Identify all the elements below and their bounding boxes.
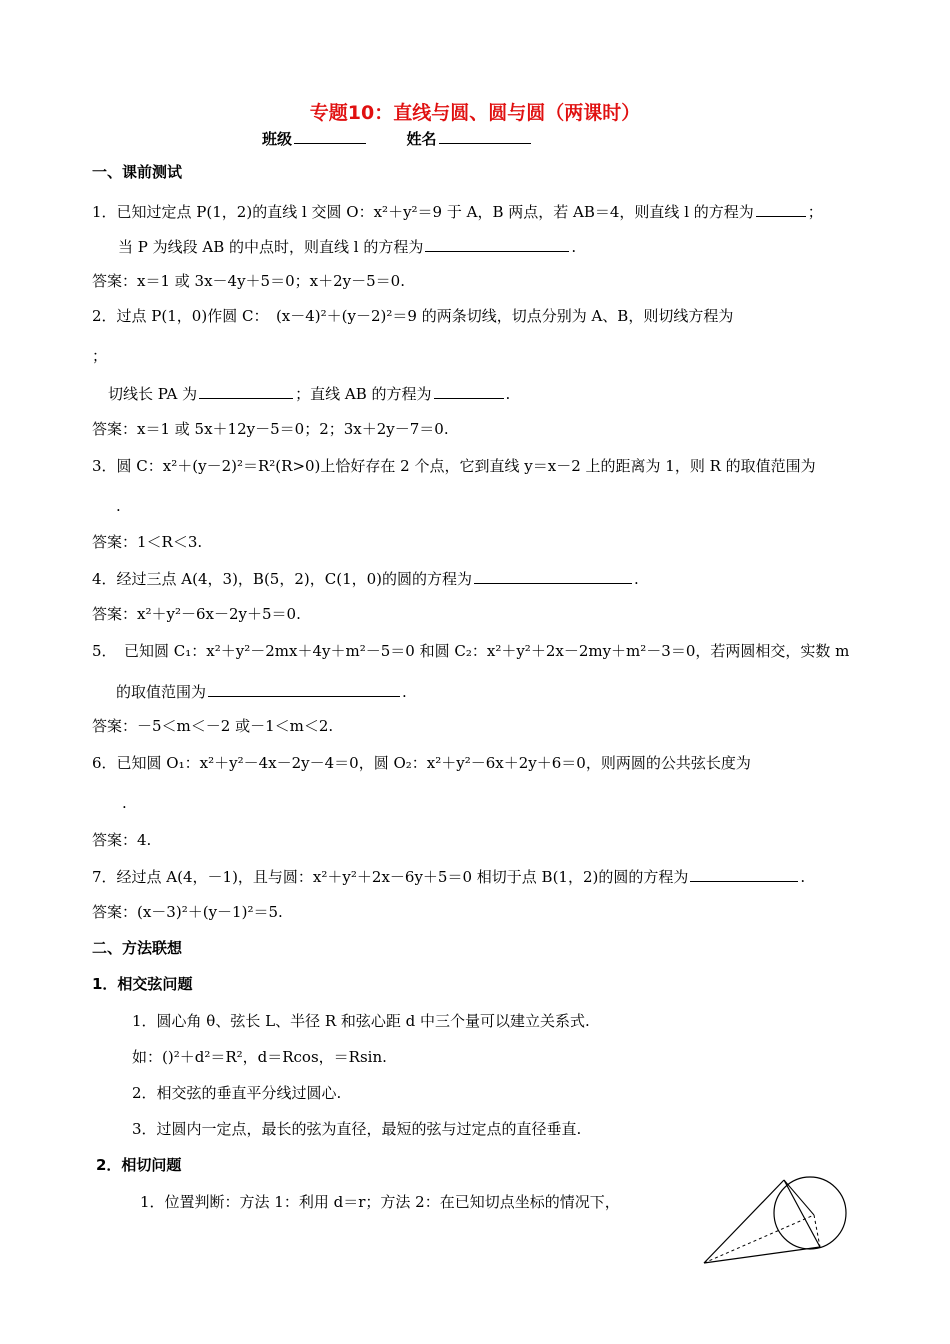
question-4-punct: . xyxy=(634,570,639,588)
diagram-chord xyxy=(784,1180,820,1247)
question-5-line-1: 5． 已知圆 C₁：x²＋y²－2mx＋4y＋m²－5＝0 和圆 C₂：x²＋y²＋2x－2my＋m²－3＝0，若两圆相交，实数 m xyxy=(92,642,850,660)
method-1-item-3: 3．过圆内一定点，最长的弦为直径，最短的弦与过定点的直径垂直. xyxy=(132,1120,582,1138)
question-2-blank-1[interactable] xyxy=(199,383,293,399)
question-1-punct-2: . xyxy=(571,238,577,256)
question-7-blank[interactable] xyxy=(690,866,798,882)
page-title: 专题10：直线与圆、圆与圆（两课时） xyxy=(309,102,641,124)
question-2-punct-2: . xyxy=(505,385,511,403)
method-1-item-1: 1．圆心角 θ、弦长 L、半径 R 和弦心距 d 中三个量可以建立关系式. xyxy=(132,1012,590,1030)
question-2-text-3: ；直线 AB 的方程为 xyxy=(295,385,432,403)
question-4 xyxy=(92,568,639,589)
class-label: 班级 xyxy=(262,130,293,148)
question-1-text: 1．已知过定点 P(1，2)的直线 l 交圆 O：x²＋y²＝9 于 A，B 两点，若 AB＝4，则直线 l 的方程为 xyxy=(92,203,754,221)
question-3-punct: . xyxy=(116,497,121,515)
diagram-circle xyxy=(774,1177,846,1249)
question-5-blank[interactable] xyxy=(208,681,400,697)
class-blank[interactable] xyxy=(294,128,366,144)
method-1-item-2: 2．相交弦的垂直平分线过圆心. xyxy=(132,1084,342,1102)
tangent-diagram xyxy=(700,1165,860,1275)
method-1-item-1-example: 如：()²＋d²＝R²，d＝Rcos，＝Rsin. xyxy=(132,1048,387,1066)
answer-6: 答案：4. xyxy=(92,831,152,849)
question-6-punct: . xyxy=(122,794,127,812)
question-1-blank-1[interactable] xyxy=(756,201,806,217)
method-2-item-1: 1．位置判断：方法 1：利用 d＝r；方法 2：在已知切点坐标的情况下， xyxy=(140,1193,620,1211)
answer-7: 答案：(x－3)²＋(y－1)²＝5. xyxy=(92,903,283,921)
question-3-line-1: 3．圆 C：x²＋(y－2)²＝R²(R>0)上恰好存在 2 个点，它到直线 y＝x－2 上的距离为 1，则 R 的取值范围为 xyxy=(92,457,816,475)
diagram-radius xyxy=(784,1180,814,1215)
question-4-blank[interactable] xyxy=(474,568,632,584)
answer-4: 答案：x²＋y²－6x－2y＋5＝0. xyxy=(92,605,301,623)
question-1-blank-2[interactable] xyxy=(425,236,569,252)
subsection-tangent: 2．相切问题 xyxy=(96,1156,182,1174)
class-name-line xyxy=(262,128,533,149)
diagram-tangent-line-1 xyxy=(704,1180,784,1263)
name-label: 姓名 xyxy=(406,130,437,148)
section2-heading: 二、方法联想 xyxy=(92,939,183,957)
question-2-punct: ； xyxy=(92,347,108,365)
question-2-line-2 xyxy=(108,383,510,404)
question-4-text: 4．经过三点 A(4，3)，B(5，2)，C(1，0)的圆的方程为 xyxy=(92,570,473,588)
name-blank[interactable] xyxy=(439,128,531,144)
question-7 xyxy=(92,866,805,887)
question-1-text-2: 当 P 为线段 AB 的中点时，则直线 l 的方程为 xyxy=(118,238,424,256)
answer-3: 答案：1＜R＜3. xyxy=(92,533,203,551)
section1-heading: 一、课前测试 xyxy=(92,163,183,181)
answer-2: 答案：x＝1 或 5x＋12y－5＝0；2；3x＋2y－7＝0. xyxy=(92,420,449,438)
question-7-text: 7．经过点 A(4，－1)，且与圆：x²＋y²＋2x－6y＋5＝0 相切于点 B(1，2)的圆的方程为 xyxy=(92,868,689,886)
question-1-line-1 xyxy=(92,201,823,222)
question-5-punct: . xyxy=(402,683,407,701)
question-2-blank-2[interactable] xyxy=(434,383,504,399)
question-2-line-1 xyxy=(92,306,733,326)
subsection-intersecting-chord: 1．相交弦问题 xyxy=(92,975,193,993)
question-7-punct: . xyxy=(800,868,806,886)
question-2-text: 2．过点 P(1，0)作圆 C： (x－4)²＋(y－2)²＝9 的两条切线，切点分别为 A、B，则切线方程为 xyxy=(92,307,734,325)
question-5-line-2 xyxy=(116,681,407,702)
question-2-text-2: 切线长 PA 为 xyxy=(108,385,198,403)
question-1-punct: ； xyxy=(807,203,823,221)
question-1-line-2 xyxy=(118,236,576,257)
question-6-line-1: 6．已知圆 O₁：x²＋y²－4x－2y－4＝0，圆 O₂：x²＋y²－6x＋2y＋6＝0，则两圆的公共弦长度为 xyxy=(92,754,751,772)
answer-1: 答案：x＝1 或 3x－4y＋5＝0；x＋2y－5＝0. xyxy=(92,272,405,290)
question-5-text-2: 的取值范围为 xyxy=(116,683,207,701)
answer-5: 答案：－5＜m＜－2 或－1＜m＜2. xyxy=(92,717,334,735)
